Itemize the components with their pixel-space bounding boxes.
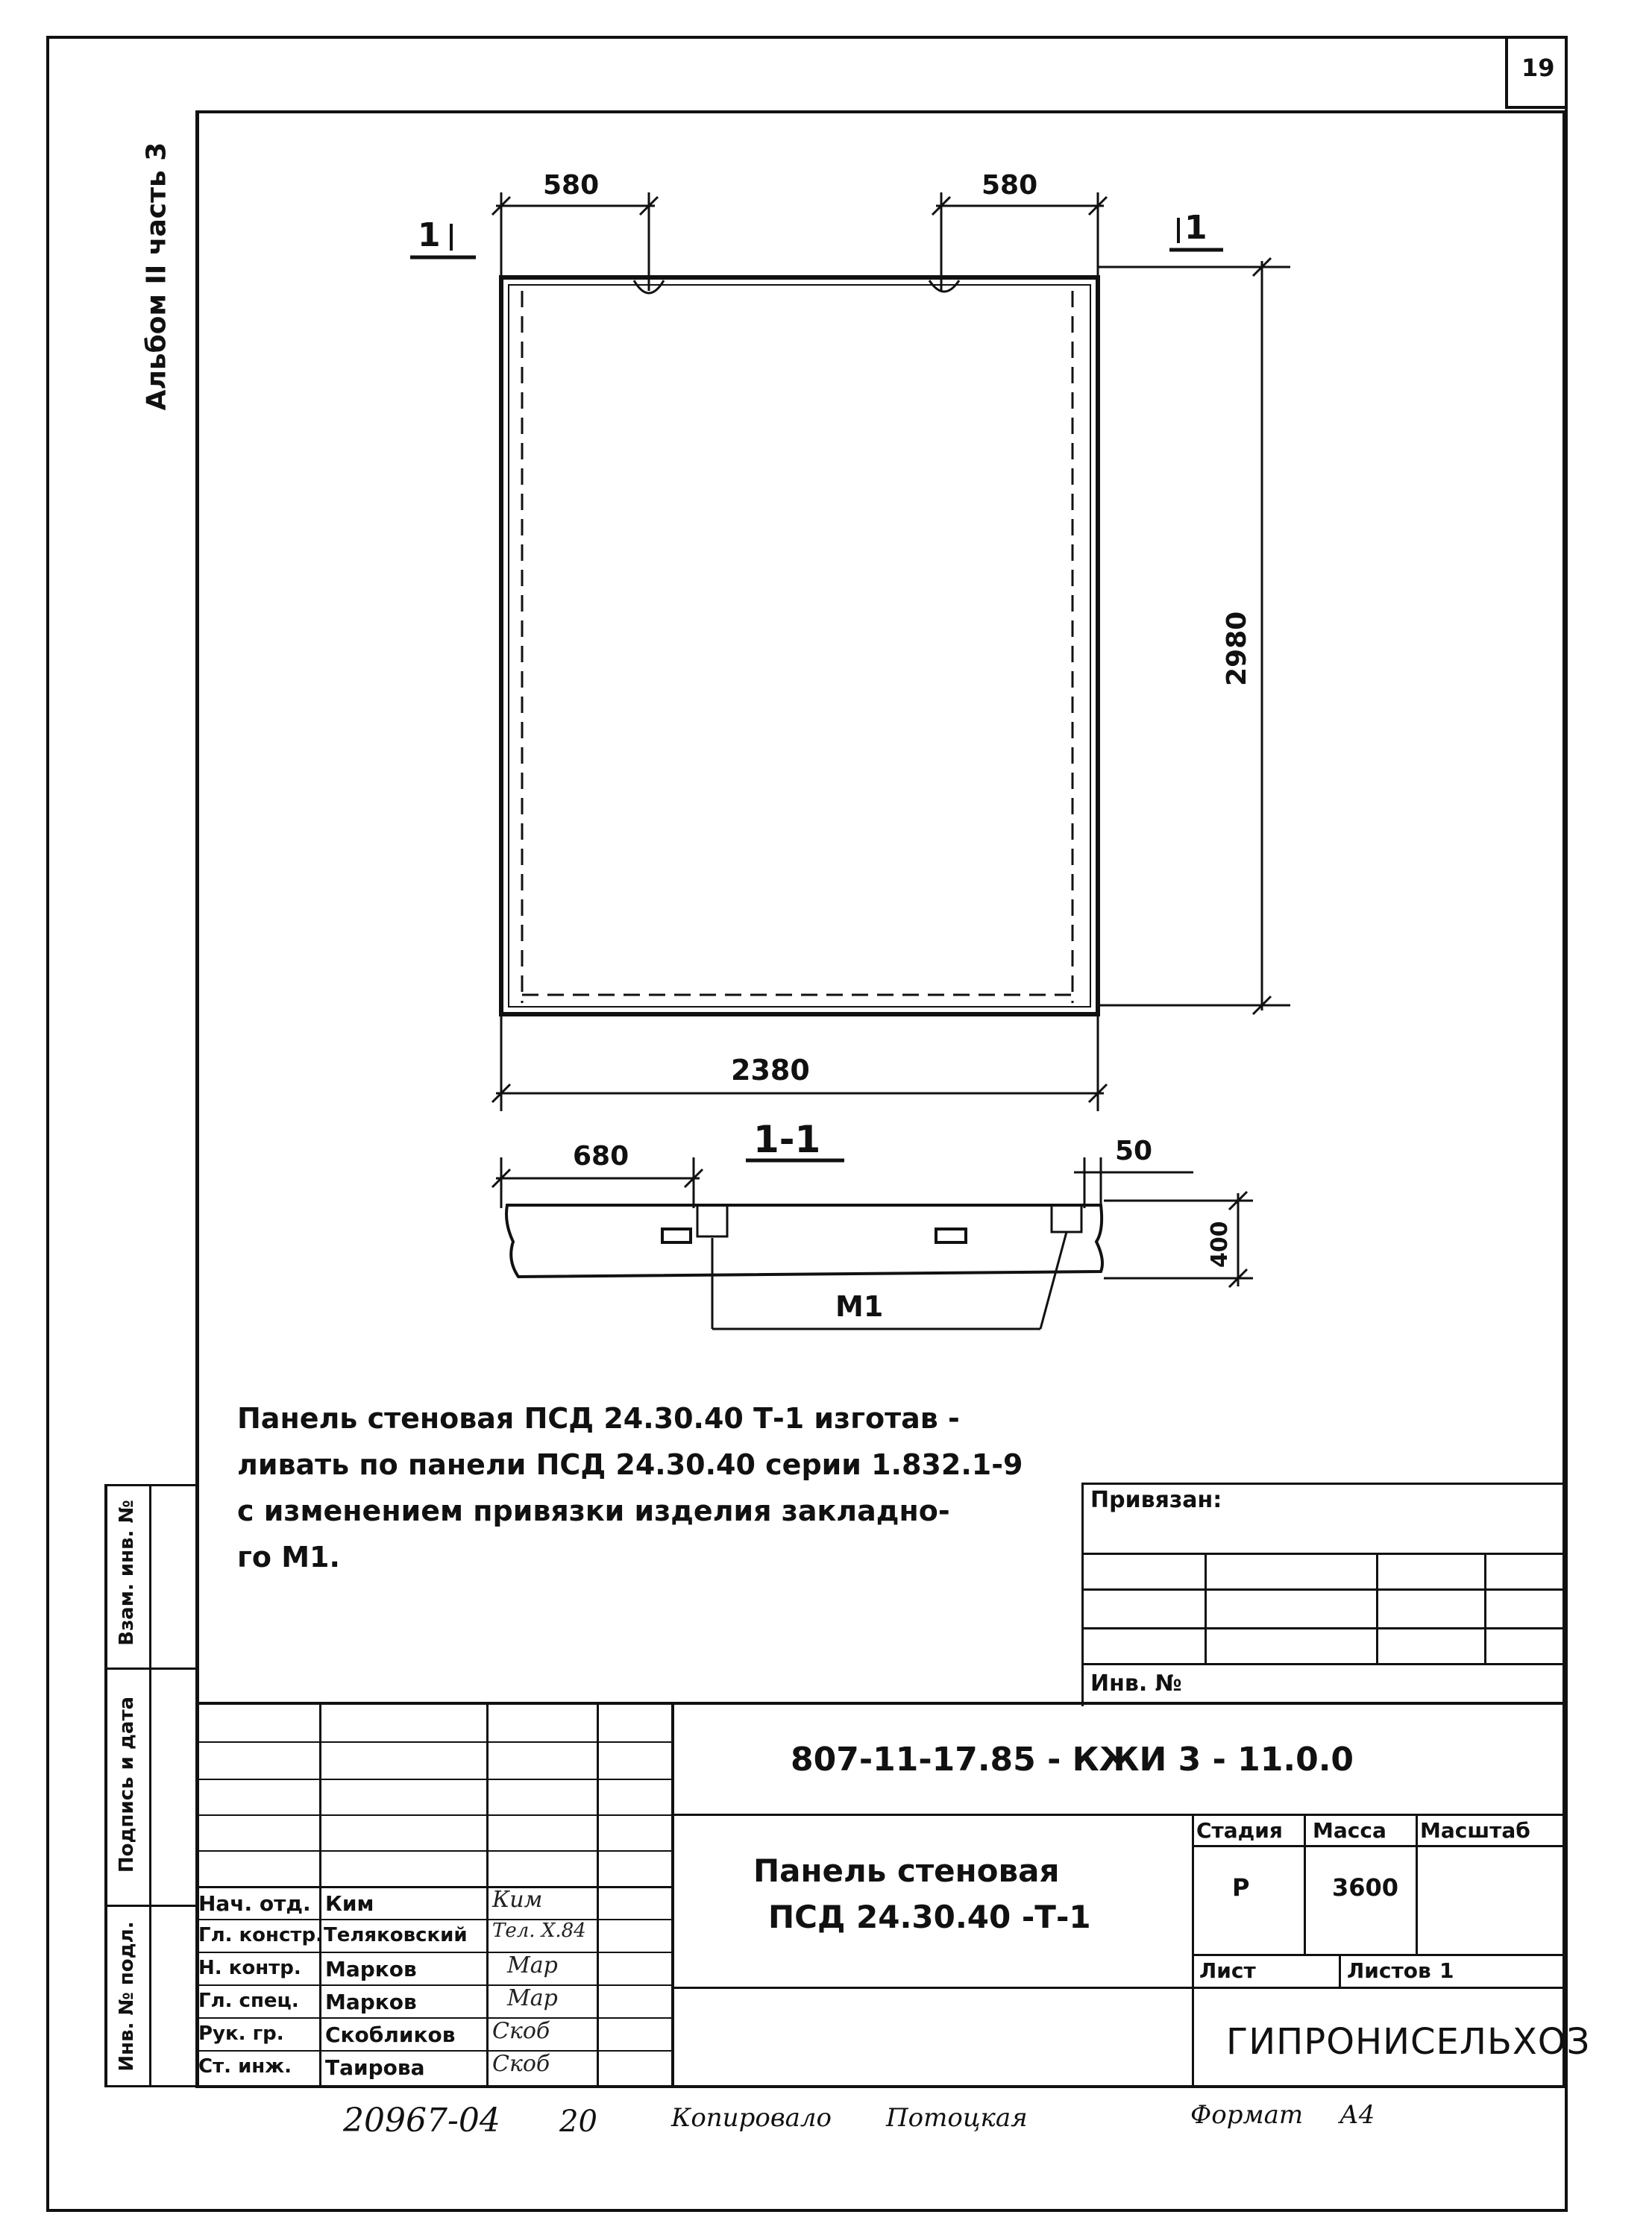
signature: Мар <box>507 1952 558 1978</box>
format-label: Формат <box>1190 2100 1304 2130</box>
note-line: с изменением привязки изделия закладно- <box>237 1494 950 1527</box>
dim-50: 50 <box>1115 1136 1153 1166</box>
part-label-m1: М1 <box>835 1290 884 1323</box>
section-mark-right: 1 <box>1184 209 1207 247</box>
stamp-podpis: Подпись и дата <box>116 1696 138 1873</box>
name: Теляковский <box>324 1924 468 1946</box>
copied-name: Потоцкая <box>886 2103 1028 2133</box>
sheets-label: Листов <box>1347 1958 1431 1983</box>
page-number: 19 <box>1521 54 1555 82</box>
binding-inv: Инв. № <box>1090 1670 1182 1697</box>
name: Скобликов <box>325 2022 456 2047</box>
role: Ст. инж. <box>198 2055 292 2078</box>
stamp-vzam: Взам. инв. № <box>116 1500 138 1646</box>
panel-outline <box>501 277 1098 1014</box>
signature: Мар <box>507 1985 558 2011</box>
signature: Ким <box>492 1887 543 1913</box>
section-title: 1-1 <box>753 1118 821 1161</box>
binding-title: Привязан: <box>1090 1487 1222 1513</box>
section-slot-right <box>1052 1205 1081 1232</box>
name: Таирова <box>325 2055 425 2080</box>
sheet-label: Лист <box>1199 1958 1256 1983</box>
album-label: Альбом II часть 3 <box>141 142 172 411</box>
stage-header: Стадия <box>1196 1818 1283 1843</box>
dim-580-left: 580 <box>543 170 600 201</box>
section-slot-left <box>697 1205 727 1236</box>
role: Рук. гр. <box>198 2022 284 2045</box>
sheets-value: 1 <box>1439 1958 1454 1983</box>
document-code: 807-11-17.85 - КЖИ 3 - 11.0.0 <box>791 1741 1354 1779</box>
title-name-line2: ПСД 24.30.40 -Т-1 <box>768 1899 1091 1935</box>
organization: ГИПРОНИСЕЛЬХОЗ <box>1226 2021 1591 2063</box>
dim-2980: 2980 <box>1222 611 1252 686</box>
section-profile <box>506 1205 1102 1277</box>
stage-value: Р <box>1232 1873 1250 1902</box>
signature: Тел. X.84 <box>492 1920 586 1942</box>
note-line: го М1. <box>237 1541 340 1574</box>
signature: Скоб <box>492 2018 550 2044</box>
dim-400: 400 <box>1207 1221 1233 1268</box>
footer-num2: 20 <box>559 2105 597 2139</box>
name: Марков <box>325 1957 417 1981</box>
mass-header: Масса <box>1313 1818 1386 1843</box>
embedded-part-right <box>929 280 959 292</box>
outer-frame-bottom <box>46 2209 1568 2212</box>
title-name-line1: Панель стеновая <box>753 1852 1060 1889</box>
note-line: ливать по панели ПСД 24.30.40 серии 1.832.1-9 <box>237 1448 1023 1481</box>
dim-2380: 2380 <box>731 1054 810 1087</box>
panel-inner-outline <box>509 285 1090 1007</box>
note-line: Панель стеновая ПСД 24.30.40 Т-1 изготав - <box>237 1402 960 1435</box>
copied-label: Копировало <box>671 2103 832 2133</box>
format-value: А4 <box>1339 2100 1375 2130</box>
signature: Скоб <box>492 2051 550 2077</box>
name: Ким <box>325 1891 374 1916</box>
stamp-inv-podl: Инв. № подл. <box>116 1921 138 2072</box>
scale-header: Масштаб <box>1420 1818 1530 1843</box>
dim-680: 680 <box>573 1141 629 1172</box>
section-mark-left: 1 <box>418 216 441 254</box>
dim-580-right: 580 <box>982 170 1038 201</box>
role: Нач. отд. <box>198 1891 311 1916</box>
mass-value: 3600 <box>1332 1873 1399 1902</box>
role: Гл. спец. <box>198 1990 299 2012</box>
section-insert-left <box>662 1229 691 1242</box>
section-insert-mid <box>936 1229 966 1242</box>
role: Н. контр. <box>198 1957 301 1979</box>
name: Марков <box>325 1990 417 2014</box>
footer-number: 20967-04 <box>343 2102 500 2140</box>
role: Гл. констр. <box>198 1924 323 1946</box>
